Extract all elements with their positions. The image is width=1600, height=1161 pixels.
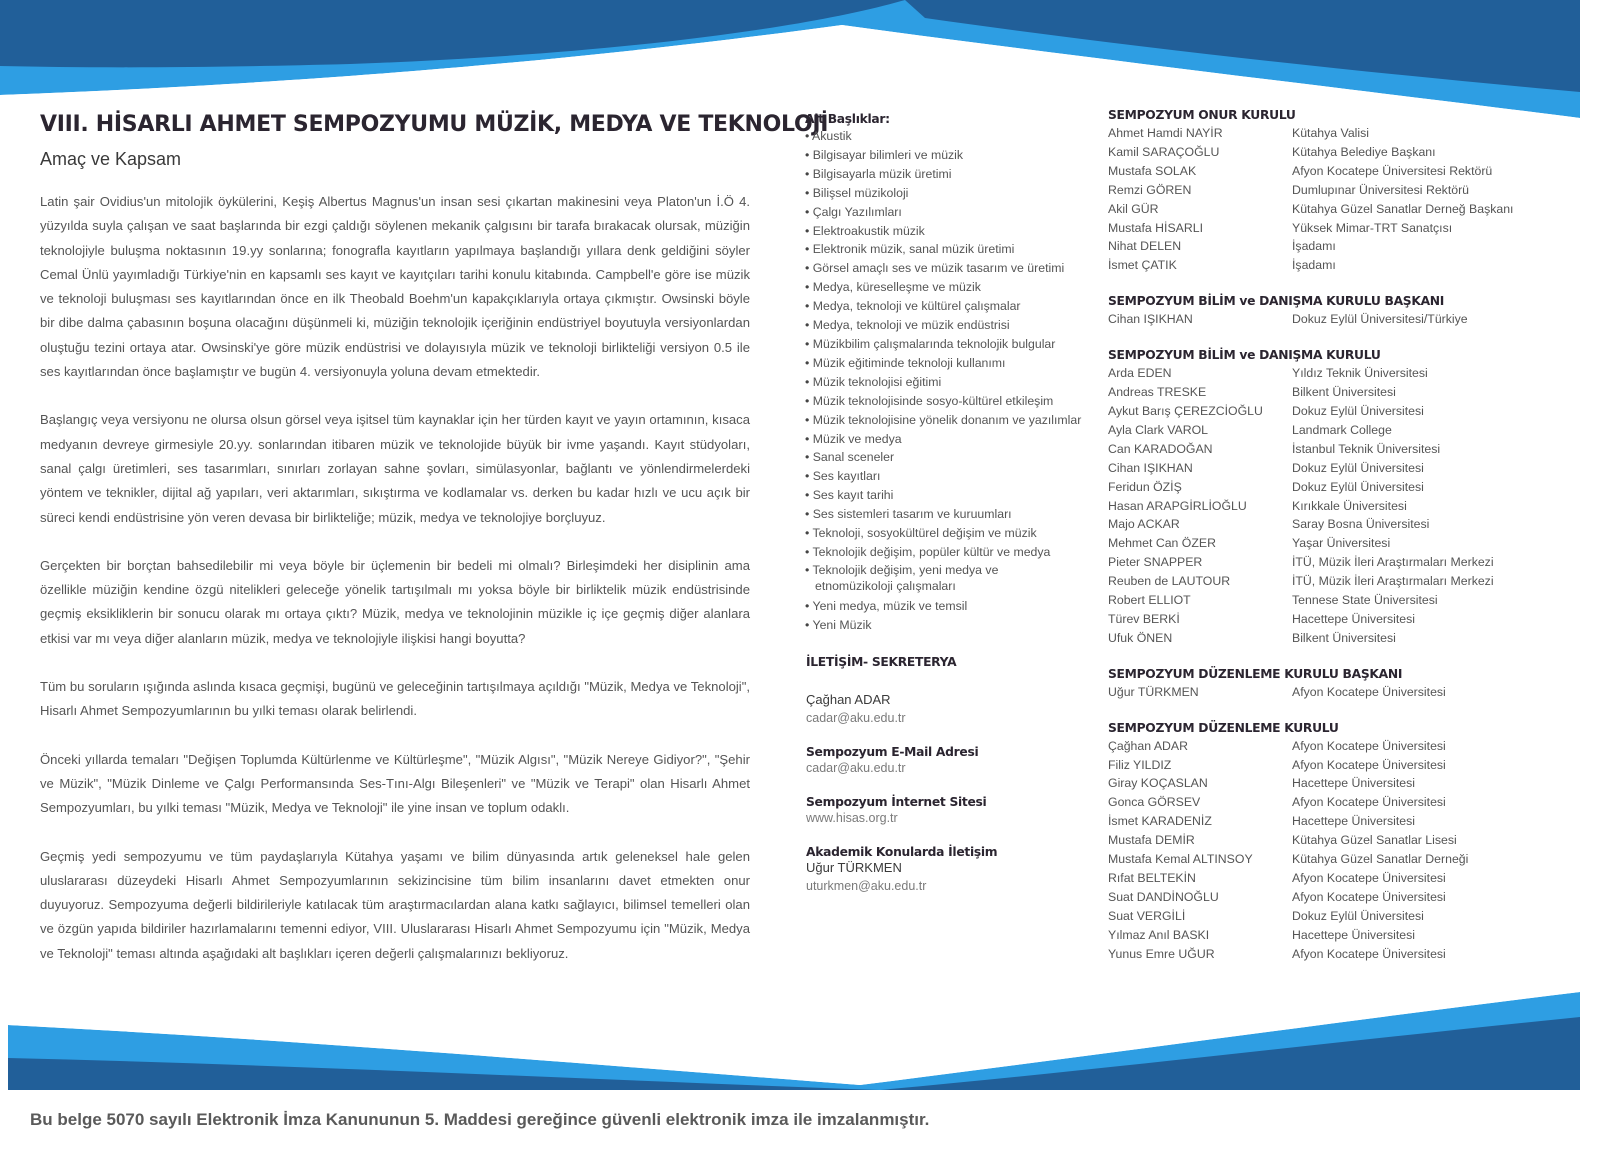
list-item: • Yeni Müzik [805,616,1095,635]
page-title: VIII. HİSARLI AHMET SEMPOZYUMU MÜZİK, MEDYA VE TEKNOLOJİ [40,112,829,137]
member-name: Kamil SARAÇOĞLU [1108,144,1220,159]
member-affiliation: Dumlupınar Üniversitesi Rektörü [1292,182,1470,197]
list-item: • Bilişsel müzikoloji [805,184,1095,203]
list-item: • Müzik teknolojisinde sosyo-kültürel etkileşim [805,392,1095,411]
member-name: Mustafa Kemal ALTINSOY [1108,852,1253,867]
member-name: Pieter SNAPPER [1108,555,1203,570]
member-name: Türev BERKİ [1108,611,1180,626]
committee-member-row [1108,572,1548,591]
member-name: Mustafa HİSARLI [1108,220,1203,235]
list-item: • Görsel amaçlı ses ve müzik tasarım ve üretimi [805,259,1095,278]
academic-contact-email-link[interactable]: uturkmen@aku.edu.tr [806,879,927,893]
member-name: Can KARADOĞAN [1108,441,1213,456]
committee-member-row [1108,515,1548,534]
member-affiliation: Bilkent Üniversitesi [1292,385,1396,400]
committee-member-row [1108,478,1548,497]
member-name: Feridun ÖZİŞ [1108,479,1182,494]
committee-block [1108,294,1548,329]
body-paragraph: Geçmiş yedi sempozyumu ve tüm paydaşlarıyla Kütahya yaşamı ve bilim dünyasında artık geleneksel hale gelen uluslararası düzeydeki Hisarlı Ahmet Sempozyumlarının sekizincisine tüm bilim insanlarını davet etmekten onur duyuyoruz. Sempozyuma değerli bildirileriyle katılacak tüm araştırmacılardan alana katkı sağlayıcı, bilimsel temelleri olan ve özgün yapıda bildiriler hazırlamalarını temenni ediyor, VIII. Uluslararası Hisarlı Ahmet Sempozyumu için "Müzik, Medya ve Teknoloji" teması altında aşağıdaki alt başlıkları içeren değerli çalışmalarınızı bekliyoruz. [40,848,750,961]
member-name: Cihan IŞIKHAN [1108,312,1193,327]
committee-member-row [1108,926,1548,945]
member-name: Suat DANDİNOĞLU [1108,889,1219,904]
member-affiliation: Afyon Kocatepe Üniversitesi [1292,871,1446,885]
member-affiliation: Dokuz Eylül Üniversitesi [1292,479,1424,494]
list-item: • Elektronik müzik, sanal müzik üretimi [805,240,1095,259]
committee-block [1108,108,1548,275]
member-affiliation: Afyon Kocatepe Üniversitesi [1292,795,1446,810]
member-name: Cihan IŞIKHAN [1108,460,1193,475]
committee-member-row [1108,812,1548,831]
list-item: • Ses sistemleri tasarım ve kuruumları [805,505,1095,524]
member-affiliation: Dokuz Eylül Üniversitesi [1292,908,1424,923]
member-name: Arda EDEN [1108,366,1172,381]
committee-member-row [1108,237,1548,256]
list-item: • Sanal sceneler [805,448,1095,467]
member-affiliation: İTÜ, Müzik İleri Araştırmaları Merkezi [1292,555,1494,570]
member-name: Mustafa SOLAK [1108,163,1197,178]
committee-member-row [1108,402,1548,421]
committee-member-row [1108,591,1548,610]
committee-member-row [1108,497,1548,516]
list-item: • Teknolojik değişim, yeni medya ve etnomüzikoloji çalışmaları [805,562,1035,597]
committee-member-row [1108,219,1548,238]
member-name: İsmet KARADENİZ [1108,814,1212,829]
list-item: • Çalgı Yazılımları [805,203,1095,222]
member-affiliation: İTÜ, Müzik İleri Araştırmaları Merkezi [1292,574,1494,589]
member-name: İsmet ÇATIK [1108,258,1177,273]
academic-contact-name: Uğur TÜRKMEN [806,860,902,875]
committee-block [1108,667,1548,702]
e-signature-notice: Bu belge 5070 sayılı Elektronik İmza Kanununun 5. Maddesi gereğince güvenli elektronik imza ile imzalanmıştır. [30,1110,930,1129]
member-affiliation: Dokuz Eylül Üniversitesi [1292,460,1424,475]
secretary-email-link[interactable]: cadar@aku.edu.tr [806,711,906,725]
committee-member-row [1108,907,1548,926]
list-item: • Müzik ve medya [805,430,1095,449]
member-affiliation: Kütahya Valisi [1292,126,1370,140]
member-name: Mehmet Can ÖZER [1108,536,1216,551]
member-affiliation: Hacettepe Üniversitesi [1292,611,1416,626]
member-affiliation: Landmark College [1292,422,1392,437]
committee-member-row [1108,143,1548,162]
secretary-name: Çağhan ADAR [806,692,891,707]
committee-member-row [1108,888,1548,907]
list-item: • Medya, küreselleşme ve müzik [805,278,1095,297]
member-affiliation: Afyon Kocatepe Üniversitesi [1292,946,1446,961]
member-name: Andreas TRESKE [1108,385,1207,400]
committee-member-row [1108,869,1548,888]
body-paragraph: Başlangıç veya versiyonu ne olursa olsun görsel veya işitsel tüm kaynaklar için her türden kayıt ve yayın ortamının, kısaca medyanın devreye girmesiyle 20.yy. sonlarından itibaren müzik ve teknolojide büyük bir ivme yaşandı. Kayıt stüdyoları, sanal çalgı üretimleri, ses tasarımları, sınırları zorlayan sahne şovları, simülasyonlar, bağlantı ve yönlendirmelerdeki yöntem ve teknikler, dijital ağ yapıları, veri aktarımları, sıkıştırma ve kodlamalar vs. derken bu kadar hızlı ve ucu açık bir süreci kendi endüstrisine yön veren devasa bir birlikteliğe; müzik, medya ve teknolojiye borçluyuz. [40,412,750,525]
committee-heading: SEMPOZYUM BİLİM ve DANIŞMA KURULU BAŞKANI [1108,294,1445,309]
committee-member-row [1108,421,1548,440]
committee-heading: SEMPOZYUM DÜZENLEME KURULU [1108,720,1339,735]
committee-member-row [1108,756,1548,775]
list-item: • Bilgisayarla müzik üretimi [805,165,1095,184]
member-affiliation: Kütahya Güzel Sanatlar Derneğ Başkanı [1292,201,1514,216]
member-affiliation: Afyon Kocatepe Üniversitesi Rektörü [1292,163,1493,178]
committee-member-row [1108,850,1548,869]
committee-member-row [1108,124,1548,143]
member-affiliation: Afyon Kocatepe Üniversitesi [1292,757,1446,772]
member-affiliation: İşadamı [1292,258,1336,273]
member-name: Yunus Emre UĞUR [1108,946,1215,961]
committee-heading: SEMPOZYUM BİLİM ve DANIŞMA KURULU [1108,348,1381,363]
list-item: • Akustik [805,127,1095,146]
list-item: • Ses kayıt tarihi [805,486,1095,505]
member-name: Mustafa DEMİR [1108,833,1195,848]
body-paragraph: Önceki yıllarda temaları "Değişen Toplumda Kültürlenme ve Kültürleşme", "Müzik Algısı", "Müzik Nereye Gidiyor?", "Şehir ve Müzik", "Müzik Dinleme ve Çalgı Performansında Ses-Tını-Algı Bileşenleri" ve "Müzik ve Terapi" olan Hisarlı Ahmet Sempozyumları, bu yılki teması "Müzik, Medya ve Teknoloji" ile yine insan ve toplum odaklı. [40,751,750,816]
member-name: Nihat DELEN [1108,239,1182,254]
committee-member-row [1108,945,1548,964]
list-item: • Müzik teknolojisine yönelik donanım ve yazılımlar [805,411,1095,430]
list-item: • Bilgisayar bilimleri ve müzik [805,146,1095,165]
member-name: Çağhan ADAR [1108,738,1188,753]
member-affiliation: Afyon Kocatepe Üniversitesi [1292,738,1446,753]
member-name: Uğur TÜRKMEN [1108,684,1199,699]
body-paragraph: Latin şair Ovidius'un mitolojik öykülerini, Keşiş Albertus Magnus'un insan sesi çıkartan makinesini veya Platon'un İ.Ö 4. yüzyılda suyla çalışan ve saat başlarında bir ezgi çaldığı söylenen mekanik çalgısını bir tarafa bırakacak olursak, müziğin teknolojiyle buluşma noktasının 19.yy sonlarına; fonografla kayıtların yapılmaya başlandığı yıllara denk geldiğini söyler Cemal Ünlü yayımladığı Türkiye'nin en kapsamlı ses kayıt ve kayıtçıları tarihi konulu kitabında. Campbell'e göre ise müzik ve teknoloji buluşması ses kayıtlarından önce en ilk Theobald Boehm'un kapakçıklarıyla ortaya çıkmıştır. Owsinski böyle bir dibe dalma çabasının boşuna olacağını düşünmeli ki, müziğin teknolojik içeriğinin endüstriyel boyutuyla versiyonlardan oluştuğu tezini ortaya atar. Owsinski'ye göre müzik endüstrisi ve dolayısıyla müzik ve teknoloji birlikteliği versiyon 0.5 ile ses kayıtlarından önce başlamıştır ve bugün 4. versiyonuyla yoluna devam etmektedir. [40,194,750,380]
committees-section [1108,108,1548,983]
member-name: Suat VERGİLİ [1108,908,1186,923]
member-name: Aykut Barış ÇEREZCİOĞLU [1108,403,1263,418]
symposium-email-link[interactable]: cadar@aku.edu.tr [806,761,906,775]
member-affiliation: Yüksek Mimar-TRT Sanatçısı [1292,220,1453,235]
member-affiliation: Kütahya Belediye Başkanı [1292,144,1436,159]
committee-member-row [1108,440,1548,459]
list-item: • Elektroakustik müzik [805,222,1095,241]
member-name: Giray KOÇASLAN [1108,776,1208,791]
list-item: • Müzikbilim çalışmalarında teknolojik bulgular [805,335,1095,354]
member-name: Gonca GÖRSEV [1108,795,1201,810]
member-affiliation: Saray Bosna Üniversitesi [1292,517,1430,532]
member-affiliation: Kütahya Güzel Sanatlar Lisesi [1292,833,1457,848]
committee-block [1108,721,1548,964]
email-label: Sempozyum E-Mail Adresi [806,745,979,759]
member-name: Ahmet Hamdi NAYİR [1108,126,1223,140]
committee-member-row [1108,364,1548,383]
subtopics-heading: Alt Başlıklar: [805,112,890,126]
member-name: Rıfat BELTEKİN [1108,871,1196,885]
committee-member-row [1108,737,1548,756]
member-affiliation: Dokuz Eylül Üniversitesi [1292,403,1424,418]
committee-member-row [1108,610,1548,629]
member-name: Hasan ARAPGİRLİOĞLU [1108,498,1247,513]
academic-contact-label: Akademik Konularda İletişim [806,845,998,859]
committee-member-row [1108,162,1548,181]
member-name: Reuben de LAUTOUR [1108,574,1231,589]
member-affiliation: İstanbul Teknik Üniversitesi [1292,441,1441,456]
list-item: • Ses kayıtları [805,467,1095,486]
list-item: • Medya, teknoloji ve kültürel çalışmalar [805,297,1095,316]
member-name: Majo ACKAR [1108,517,1180,532]
member-affiliation: Yaşar Üniversitesi [1292,536,1391,551]
committee-member-row [1108,774,1548,793]
committee-block [1108,348,1548,648]
contact-section [806,655,1096,913]
member-name: Remzi GÖREN [1108,182,1192,197]
committee-member-row [1108,256,1548,275]
committee-member-row [1108,459,1548,478]
member-affiliation: Tennese State Üniversitesi [1292,593,1438,608]
list-item: • Teknolojik değişim, popüler kültür ve medya [805,543,1095,562]
member-affiliation: Dokuz Eylül Üniversitesi/Türkiye [1292,312,1468,327]
committee-member-row [1108,793,1548,812]
list-item: • Yeni medya, müzik ve temsil [805,597,1095,616]
list-item: • Müzik teknolojisi eğitimi [805,373,1095,392]
member-affiliation: İşadamı [1292,239,1336,254]
member-affiliation: Afyon Kocatepe Üniversitesi [1292,684,1446,699]
member-affiliation: Yıldız Teknik Üniversitesi [1292,366,1428,381]
committee-member-row [1108,310,1548,329]
member-name: Robert ELLIOT [1108,593,1191,608]
subtopics-list [805,127,1095,635]
subtopics-section [805,112,1095,635]
member-affiliation: Kırıkkale Üniversitesi [1292,498,1407,513]
list-item: • Müzik eğitiminde teknoloji kullanımı [805,354,1095,373]
body-paragraph: Gerçekten bir borçtan bahsedilebilir mi veya böyle bir üçlemenin bir bedeli mi olmalı? Birleşimdeki her disiplinin ama özellikle müziğin kendine özgü nitelikleri geleceğe yönelik tartışılmalı mı yoksa böyle bir birliktelik müzik endüstrisinde geçmiş eksikliklerin bir sonucu olarak mı ortaya çıktı? Müzik, medya ve teknolojinin müzikle iç içe geçmiş diğer alanlara etkisi var mı veya diğer alanların müzik, medya ve teknolojiyle ilişkisi hangi boyutta? [40,557,750,646]
committee-member-row [1108,831,1548,850]
list-item: • Medya, teknoloji ve müzik endüstrisi [805,316,1095,335]
member-affiliation: Afyon Kocatepe Üniversitesi [1292,889,1446,904]
committee-heading: SEMPOZYUM DÜZENLEME KURULU BAŞKANI [1108,666,1403,681]
member-affiliation: Hacettepe Üniversitesi [1292,927,1416,942]
committee-member-row [1108,629,1548,648]
member-affiliation: Kütahya Güzel Sanatlar Derneği [1292,852,1469,867]
committee-member-row [1108,683,1548,702]
member-name: Akil GÜR [1108,201,1159,216]
member-affiliation: Hacettepe Üniversitesi [1292,776,1416,791]
committee-member-row [1108,181,1548,200]
committee-member-row [1108,534,1548,553]
member-affiliation: Bilkent Üniversitesi [1292,630,1396,645]
website-label: Sempozyum İnternet Sitesi [806,795,987,809]
member-affiliation: Hacettepe Üniversitesi [1292,814,1416,829]
committee-heading: SEMPOZYUM ONUR KURULU [1108,108,1296,122]
committee-member-row [1108,200,1548,219]
website-link[interactable]: www.hisas.org.tr [806,811,898,825]
committee-member-row [1108,553,1548,572]
purpose-scope-text [40,190,750,990]
member-name: Ayla Clark VAROL [1108,422,1209,437]
committee-member-row [1108,383,1548,402]
member-name: Ufuk ÖNEN [1108,630,1173,645]
member-name: Yılmaz Anıl BASKI [1108,927,1210,942]
list-item: • Teknoloji, sosyokültürel değişim ve müzik [805,524,1095,543]
page-subtitle: Amaç ve Kapsam [40,149,182,169]
member-name: Filiz YILDIZ [1108,757,1172,772]
contact-heading: İLETİŞİM- SEKRETERYA [806,655,957,669]
body-paragraph: Tüm bu soruların ışığında aslında kısaca geçmişi, bugünü ve geleceğinin tartışılmaya açıldığı "Müzik, Medya ve Teknoloji", Hisarlı Ahmet Sempozyumlarının bu yılki teması olarak belirlendi. [40,679,750,719]
